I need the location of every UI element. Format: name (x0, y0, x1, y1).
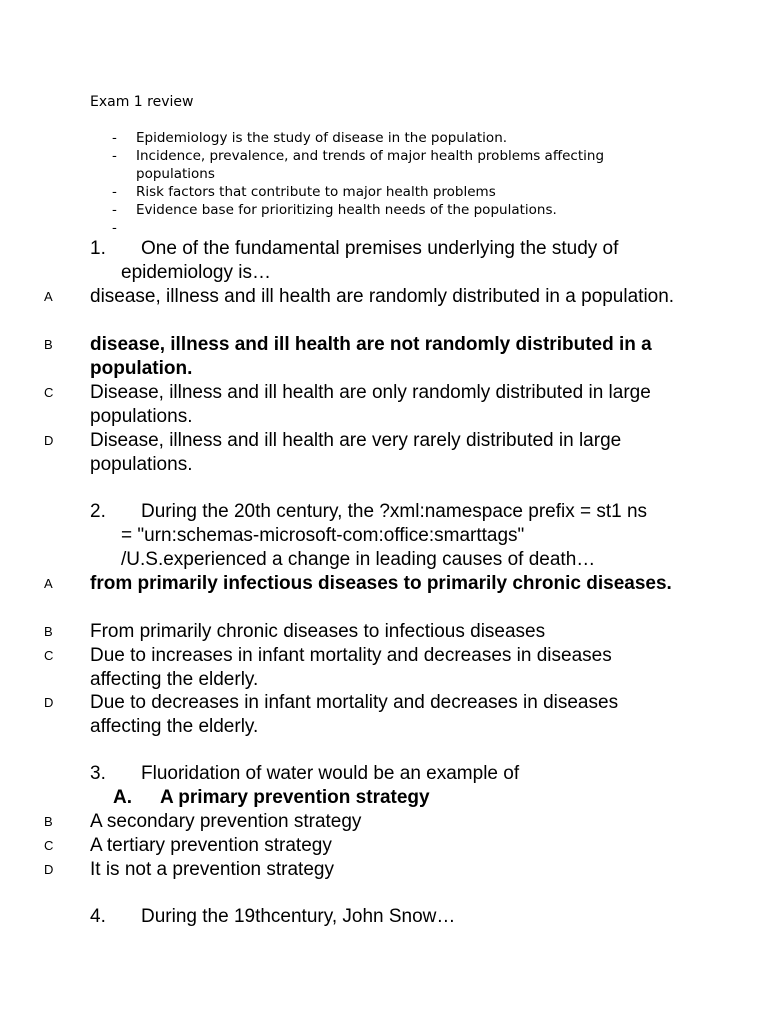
bullet-item (112, 147, 712, 183)
option-text: disease, illness and ill health are randomly distributed in a population. (90, 286, 675, 307)
bullet-item (112, 129, 712, 147)
question-text: During the 20th century, the ?xml:namespace prefix = st1 ns (141, 501, 648, 522)
question-3-option-a (113, 786, 430, 810)
option-letter: B (44, 624, 53, 639)
option-text-correct: from primarily infectious diseases to primarily chronic diseases. (90, 573, 672, 594)
question-text: One of the fundamental premises underlying the study of (141, 238, 619, 259)
option-letter: B (44, 814, 53, 829)
option-text: From primarily chronic diseases to infectious diseases (90, 621, 546, 642)
option-letter: D (44, 695, 54, 710)
bullet-item (112, 219, 712, 237)
question-4-stem (90, 905, 690, 929)
question-text-continued: = "urn:schemas-microsoft-com:office:smarttags" (121, 525, 525, 546)
option-letter: A. (113, 787, 132, 808)
option-letter: D (44, 862, 54, 877)
option-text: Due to increases in infant mortality and decreases in diseases affecting the elderly. (90, 645, 612, 690)
question-number: 2. (90, 501, 106, 522)
question-text: Fluoridation of water would be an example of (141, 763, 520, 784)
option-text: It is not a prevention strategy (90, 859, 334, 880)
bullet-text: Incidence, prevalence, and trends of major health problems affecting populations (136, 148, 605, 182)
question-number: 1. (90, 238, 106, 259)
bullet-text (136, 219, 712, 237)
option-text: A secondary prevention strategy (90, 811, 362, 832)
bullet-dash: - (112, 184, 117, 200)
option-letter: A (44, 576, 53, 591)
option-text-correct: A primary prevention strategy (160, 787, 430, 808)
option-text: A tertiary prevention strategy (90, 835, 332, 856)
bullet-text: Risk factors that contribute to major health problems (136, 184, 496, 200)
option-letter: C (44, 385, 54, 400)
option-letter: C (44, 648, 54, 663)
question-text-continued: epidemiology is… (121, 262, 271, 283)
question-number: 3. (90, 763, 106, 784)
bullet-dash: - (112, 220, 117, 236)
option-letter: C (44, 838, 54, 853)
question-text-continued: /U.S.experienced a change in leading causes of death… (121, 549, 596, 570)
bullet-item (112, 183, 712, 201)
bullet-dash: - (112, 148, 117, 164)
question-text: During the 19thcentury, John Snow… (141, 906, 456, 927)
summary-bullet-list (112, 129, 712, 237)
bullet-text: Epidemiology is the study of disease in the population. (136, 130, 508, 146)
question-1-stem (90, 237, 690, 285)
question-2-stem (90, 500, 690, 572)
question-3-stem (90, 762, 690, 786)
option-letter: D (44, 433, 54, 448)
option-text: Disease, illness and ill health are only randomly distributed in large populations. (90, 382, 651, 427)
document-title: Exam 1 review (90, 94, 194, 110)
bullet-item (112, 201, 712, 219)
option-letter: A (44, 289, 53, 304)
option-text: Disease, illness and ill health are very rarely distributed in large populations. (90, 430, 622, 475)
bullet-text: Evidence base for prioritizing health needs of the populations. (136, 202, 557, 218)
question-number: 4. (90, 906, 106, 927)
bullet-dash: - (112, 202, 117, 218)
option-text: Due to decreases in infant mortality and decreases in diseases affecting the elderly. (90, 692, 619, 737)
option-text-correct: disease, illness and ill health are not randomly distributed in a population. (90, 334, 652, 379)
option-letter: B (44, 337, 53, 352)
bullet-dash: - (112, 130, 117, 146)
